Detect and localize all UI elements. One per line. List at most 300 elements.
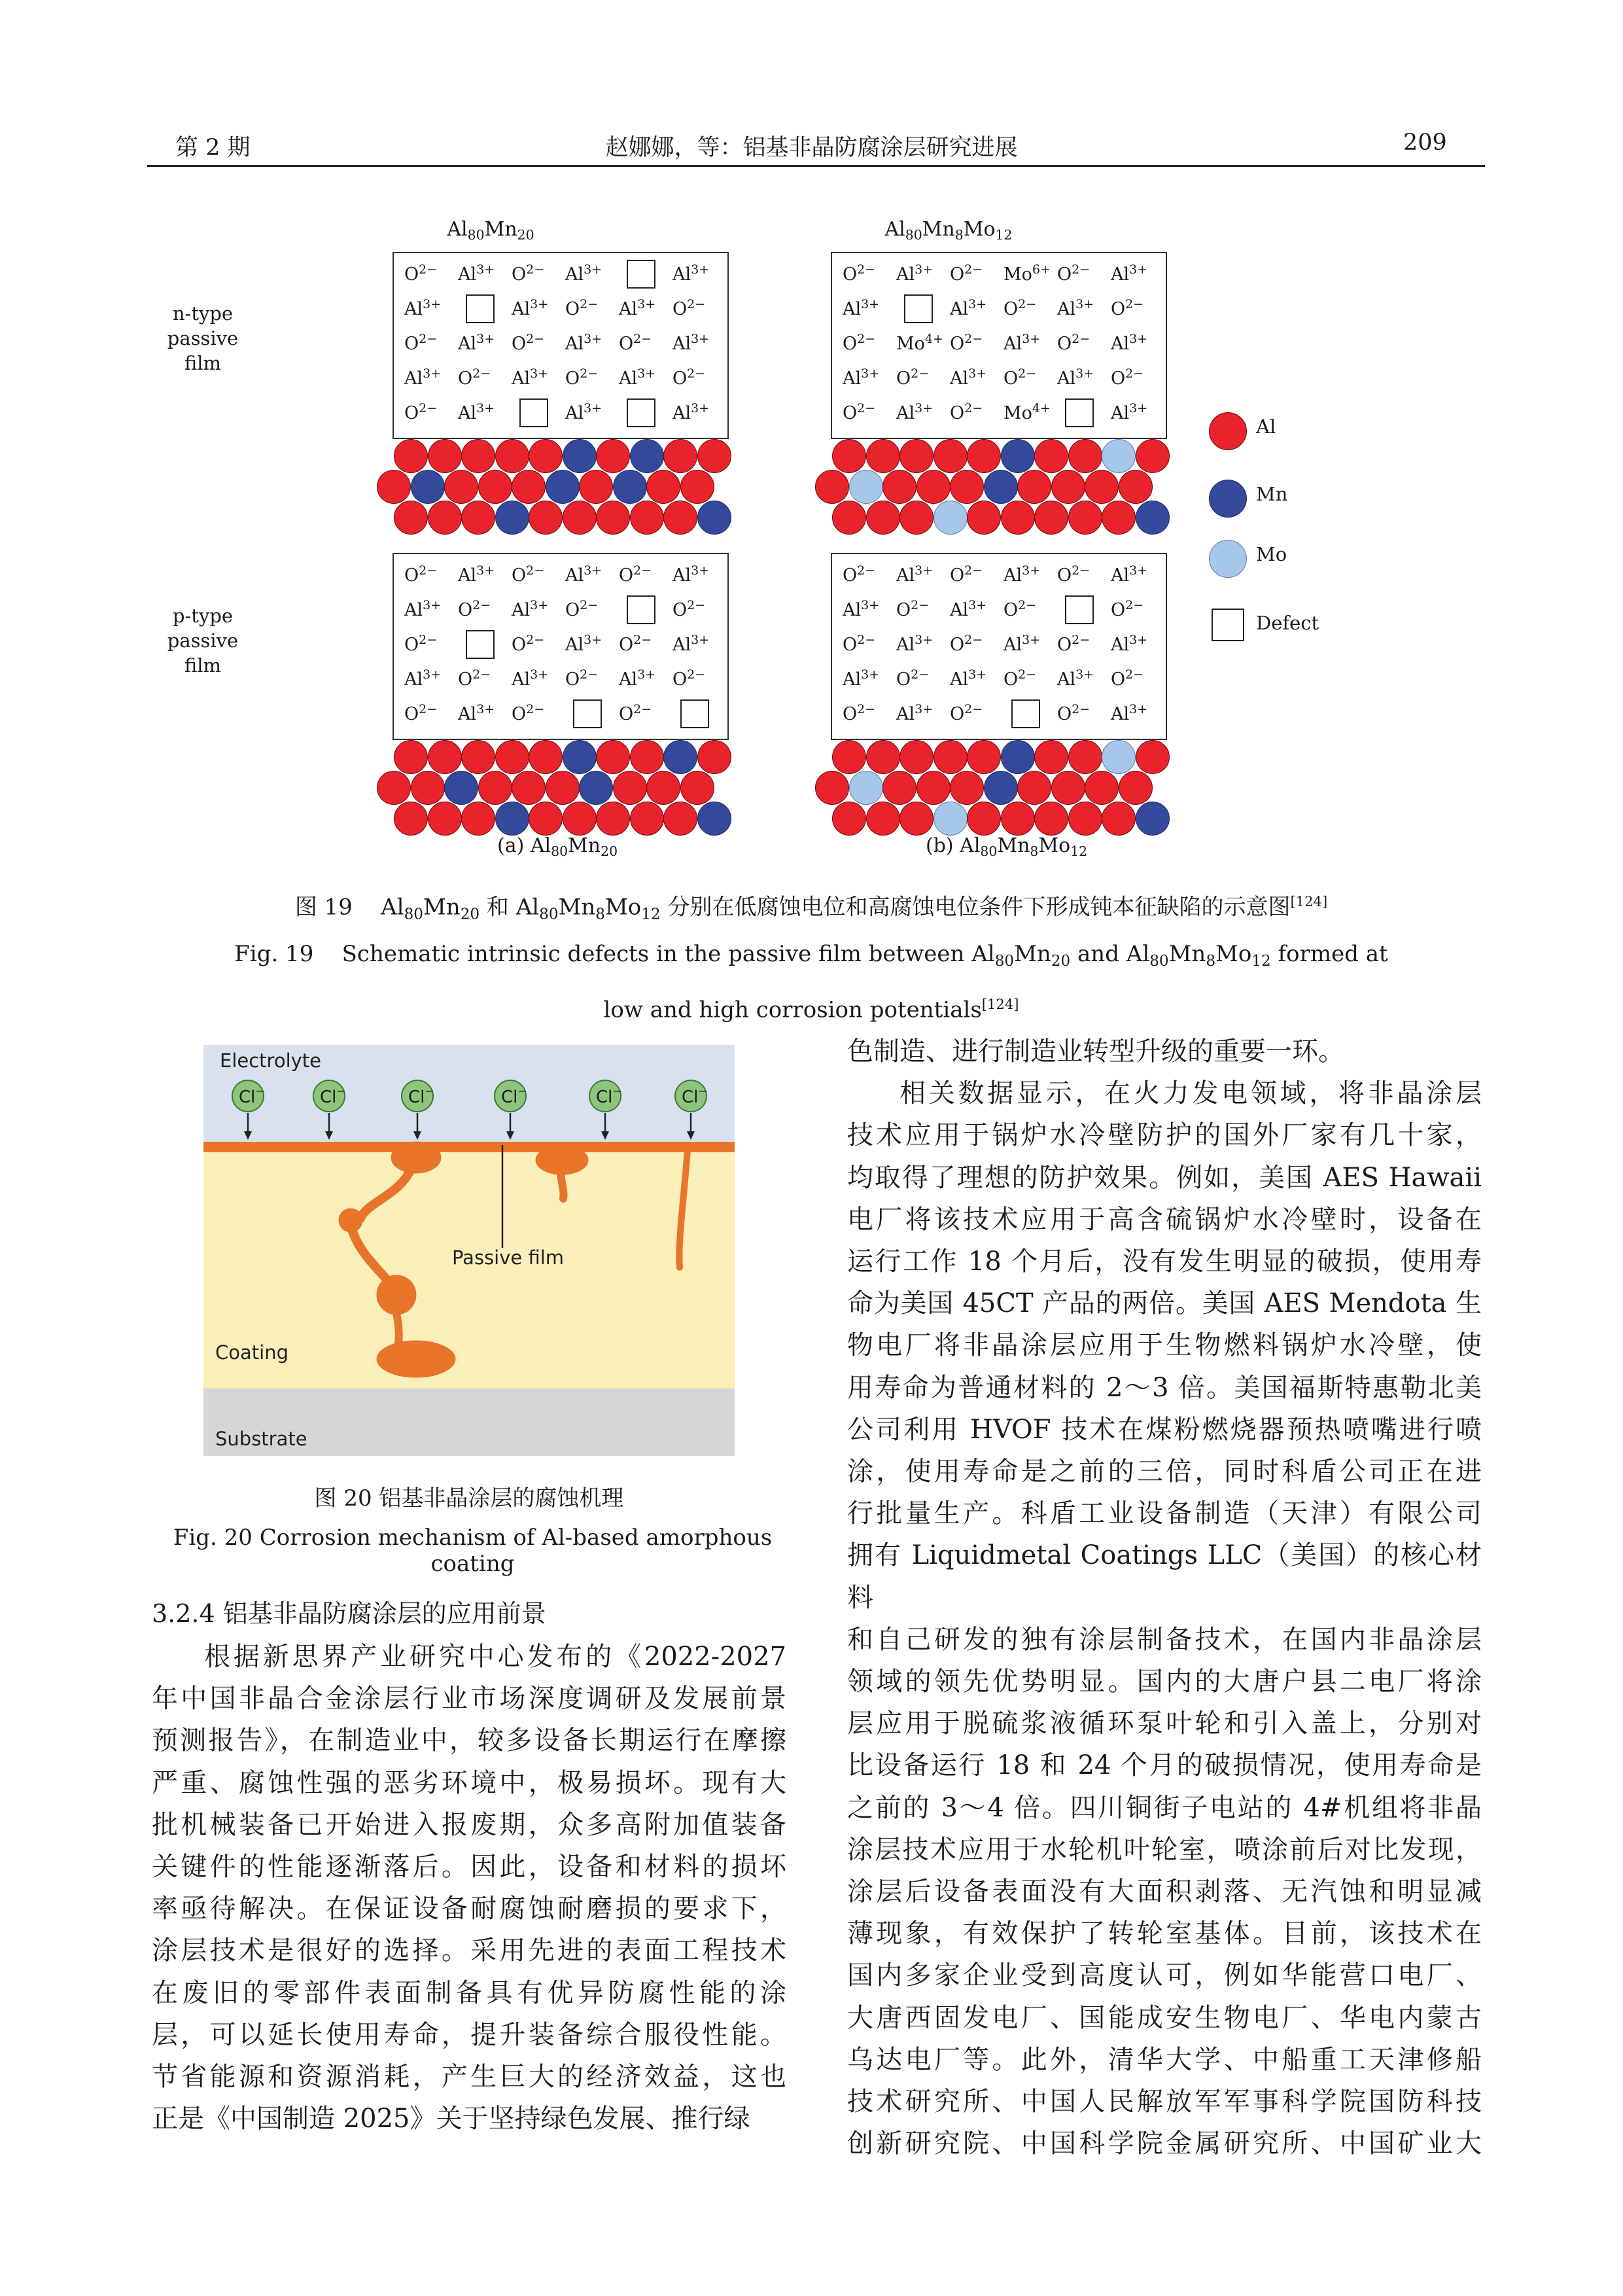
right-paragraph [847, 1031, 1482, 2164]
substrate-atom-al [512, 771, 546, 805]
panel-a-title: $Al_{80}Mn_{20}$ [447, 218, 534, 243]
ion-label: $O^{2-}$ [1057, 332, 1091, 354]
text-line: 均取得了理想的防护效果。例如，美国 AES Hawaii [847, 1162, 1482, 1193]
substrate-atom-al [529, 439, 563, 473]
ion-label: $Al^{3+}$ [458, 702, 495, 724]
text-line: 涂，使用寿命是之前的三倍，同时科盾公司正在进 [847, 1457, 1482, 1487]
ion-label: $Al^{3+}$ [512, 667, 549, 690]
text-line: 批机械装备已开始进入报废期，众多高附加值装备 [152, 1809, 786, 1840]
ion-label: $Al^{3+}$ [404, 667, 442, 690]
substrate-atom-al [1034, 740, 1068, 774]
legend-mn-label: Mn [1256, 483, 1288, 505]
ion-label: $O^{2-}$ [512, 702, 545, 724]
defect-marker [519, 398, 548, 427]
ion-label: $Al^{3+}$ [1003, 563, 1041, 586]
substrate-atom-al [967, 802, 1001, 836]
ion-label: $Al^{3+}$ [619, 667, 656, 690]
text-line: 用寿命为普通材料的 2～3 倍。美国福斯特惠勒北美 [847, 1372, 1482, 1403]
text-line: 国内多家企业受到高度认可，例如华能营口电厂、 [847, 1960, 1482, 1991]
ion-label: $O^{2-}$ [619, 563, 652, 586]
ion-label: $O^{2-}$ [565, 366, 599, 389]
substrate-atom-al [646, 771, 680, 805]
svg-text:Cl−: Cl− [408, 1085, 434, 1107]
substrate-atom-mo [849, 470, 883, 504]
substrate-atom-al [832, 501, 866, 535]
ion-label: $Al^{3+}$ [1111, 332, 1148, 354]
substrate-atom-al [529, 740, 563, 774]
ion-label: $Al^{3+}$ [1057, 667, 1094, 690]
substrate-atom-al [866, 740, 900, 774]
left-column-text [152, 1636, 786, 2140]
text-line: 拥有 Liquidmetal Coatings LLC（美国）的核心材料 [847, 1540, 1482, 1613]
ion-label: $O^{2-}$ [1057, 702, 1091, 724]
passive-film-label: Passive film [452, 1246, 565, 1269]
ion-label: $Al^{3+}$ [512, 366, 549, 389]
substrate-atom-al [579, 470, 613, 504]
text-line: 运行工作 18 个月后，没有发生明显的破损，使用寿 [847, 1246, 1482, 1277]
substrate-atom-al [461, 802, 495, 836]
page-number: 209 [1403, 130, 1447, 156]
ion-label: $O^{2-}$ [950, 702, 983, 724]
substrate-atom-al [1034, 501, 1068, 535]
ion-label: $Al^{3+}$ [1057, 366, 1094, 389]
ion-label: $O^{2-}$ [950, 401, 983, 423]
figure-19 [150, 206, 1393, 860]
substrate-atom-al [596, 740, 630, 774]
ion-label: $O^{2-}$ [565, 598, 599, 620]
fig20-caption-en: Fig. 20 Corrosion mechanism of Al-based amorphous coating [173, 1525, 773, 1577]
substrate-atom-mn [495, 501, 529, 535]
ion-label: $Al^{3+}$ [404, 366, 442, 389]
ion-label: $Al^{3+}$ [404, 297, 442, 319]
ion-label: $O^{2-}$ [458, 366, 491, 389]
text-line: 在废旧的零部件表面制备具有优异防腐性能的涂 [152, 1977, 786, 2008]
substrate-atom-al [529, 501, 563, 535]
passive-film-layer [203, 1142, 735, 1152]
ion-label: $O^{2-}$ [896, 366, 930, 389]
substrate-atom-al [394, 501, 428, 535]
ion-label: $Al^{3+}$ [843, 366, 880, 389]
ion-label: $Al^{3+}$ [1057, 297, 1094, 319]
substrate-atom-al [899, 802, 934, 836]
substrate-atom-al [1034, 439, 1068, 473]
substrate-atom-al [1068, 802, 1102, 836]
substrate-atom-al [950, 470, 984, 504]
ion-label: $Al^{3+}$ [896, 563, 934, 586]
ion-label: $O^{2-}$ [619, 702, 652, 724]
substrate-atom-mn [579, 771, 613, 805]
substrate-atom-al [461, 501, 495, 535]
ion-label: $O^{2-}$ [672, 667, 706, 690]
ion-label: $O^{2-}$ [565, 667, 599, 690]
text-line: 关键件的性能逐渐落后。因此，设备和材料的损坏 [152, 1852, 786, 1882]
ion-label: $Al^{3+}$ [1111, 401, 1148, 423]
text-line: 之前的 3～4 倍。四川铜街子电站的 4#机组将非晶 [847, 1792, 1482, 1823]
ion-label: $Al^{3+}$ [896, 401, 934, 423]
defect-marker [1011, 699, 1040, 728]
ion-label: $Al^{3+}$ [950, 667, 987, 690]
ion-label: $O^{2-}$ [843, 262, 876, 285]
ion-label: $Al^{3+}$ [458, 563, 495, 586]
ion-label: $O^{2-}$ [619, 633, 652, 655]
text-line: 技术应用于锅炉水冷壁防护的国外厂家有几十家， [847, 1120, 1482, 1151]
substrate-atom-al [899, 439, 934, 473]
legend-al-label: Al [1256, 415, 1276, 438]
ion-label: $O^{2-}$ [404, 332, 438, 354]
ion-label: $O^{2-}$ [843, 401, 876, 423]
defect-marker [627, 260, 655, 289]
ion-label: $O^{2-}$ [1003, 598, 1037, 620]
defect-marker [573, 699, 602, 728]
ion-label: $Al^{3+}$ [458, 262, 495, 285]
substrate-atom-al [596, 802, 630, 836]
ion-label: $O^{2-}$ [1003, 366, 1037, 389]
substrate-atom-al [680, 470, 714, 504]
fig19-caption-cn: 图 19 $Al_{80}Mn_{20}$ 和 $Al_{80}Mn_8Mo_{12}$ 分别在低腐蚀电位和高腐蚀电位条件下形成钝本征缺陷的示意图[124] [294, 893, 1328, 923]
fig20-caption-cn: 图 20 铝基非晶涂层的腐蚀机理 [314, 1485, 624, 1511]
substrate-atom-al [394, 802, 428, 836]
substrate-atom-al [596, 439, 630, 473]
substrate-atom-al [1051, 771, 1085, 805]
ion-label: $O^{2-}$ [404, 262, 438, 285]
substrate-atom-mn [411, 470, 445, 504]
text-line: 涂层技术应用于水轮机叶轮室，喷涂前后对比发现， [847, 1834, 1482, 1865]
ion-label: $Al^{3+}$ [565, 563, 602, 586]
text-line: 正是《中国制造 2025》关于坚持绿色发展、推行绿 [152, 2104, 750, 2134]
substrate-atom-mn [984, 470, 1018, 504]
substrate-atom-al [1068, 439, 1102, 473]
substrate-atom-al [394, 740, 428, 774]
substrate-atom-al [1085, 771, 1119, 805]
ion-label: $O^{2-}$ [512, 332, 545, 354]
text-line: 公司利用 HVOF 技术在煤粉燃烧器预热喷嘴进行喷 [847, 1414, 1482, 1445]
substrate-atom-al [899, 740, 934, 774]
ion-label: $O^{2-}$ [1003, 667, 1037, 690]
text-line: 节省能源和资源消耗，产生巨大的经济效益，这也 [152, 2062, 786, 2093]
text-line: 预测报告》，在制造业中，较多设备长期运行在摩擦 [152, 1725, 786, 1756]
text-line: 层应用于脱硫浆液循环泵叶轮和引入盖上，分别对 [847, 1708, 1482, 1739]
defect-marker [466, 294, 495, 323]
substrate-atom-mn [1136, 501, 1170, 535]
substrate-atom-al [613, 771, 647, 805]
n-type-label: n-type passive film [167, 302, 239, 374]
text-line: 行批量生产。科盾工业设备制造（天津）有限公司 [847, 1498, 1482, 1529]
substrate-atom-al [967, 740, 1001, 774]
substrate-atom-mn [697, 501, 731, 535]
defect-marker [1065, 595, 1094, 624]
ion-label: $O^{2-}$ [950, 332, 983, 354]
subfig-b-label: (b) $Al_{80}Mn_8Mo_{12}$ [926, 834, 1088, 860]
substrate-atom-al [563, 802, 597, 836]
subfig-a-label: (a) $Al_{80}Mn_{20}$ [497, 834, 618, 860]
ion-label: $O^{2-}$ [1057, 262, 1091, 285]
substrate-atom-al [967, 501, 1001, 535]
ion-label: $O^{2-}$ [404, 563, 438, 586]
substrate-atom-al [1136, 740, 1170, 774]
substrate-atom-mo [1102, 740, 1136, 774]
substrate-atom-al [899, 501, 934, 535]
substrate-atom-mn [697, 802, 731, 836]
substrate-atom-mn [1001, 439, 1035, 473]
substrate-atom-al [1136, 439, 1170, 473]
svg-text:Cl−: Cl− [239, 1085, 265, 1107]
ion-label: $O^{2-}$ [1111, 598, 1144, 620]
ion-label: $Al^{3+}$ [1111, 702, 1148, 724]
text-line: 电厂将该技术应用于高含硫锅炉水冷壁时，设备在 [847, 1204, 1482, 1235]
svg-text:Cl−: Cl− [320, 1085, 346, 1107]
substrate-atom-al [529, 802, 563, 836]
substrate-atom-al [832, 802, 866, 836]
substrate-atom-al [563, 501, 597, 535]
substrate-atom-al [815, 470, 849, 504]
substrate-atom-al [697, 740, 731, 774]
text-line: 率亟待解决。在保证设备耐腐蚀耐磨损的要求下， [152, 1894, 786, 1924]
defect-marker [466, 630, 495, 659]
substrate-atom-al [1068, 501, 1102, 535]
defect-marker [627, 595, 655, 624]
substrate-atom-al [815, 771, 849, 805]
substrate-atom-mn [563, 439, 597, 473]
text-line: 乌达电厂等。此外，清华大学、中船重工天津修船 [847, 2044, 1482, 2075]
substrate-atom-al [630, 501, 664, 535]
ion-label: $O^{2-}$ [458, 667, 491, 690]
substrate-atom-mn [563, 740, 597, 774]
substrate-atom-al [428, 501, 462, 535]
substrate-atom-al [461, 439, 495, 473]
ion-label: $O^{2-}$ [565, 297, 599, 319]
text-line: 比设备运行 18 和 24 个月的破损情况，使用寿命是 [847, 1750, 1482, 1781]
substrate-atom-al [1119, 771, 1153, 805]
substrate-atom-mo [849, 771, 883, 805]
ion-label: $Al^{3+}$ [672, 633, 710, 655]
substrate-atom-al [832, 439, 866, 473]
substrate-atom-al [546, 771, 580, 805]
coating-label: Coating [215, 1341, 288, 1364]
substrate-atom-al [697, 439, 731, 473]
ion-label: $O^{2-}$ [404, 633, 438, 655]
text-line: 严重、腐蚀性强的恶劣环境中，极易损坏。现有大 [152, 1767, 786, 1798]
ion-label: $Al^{3+}$ [950, 598, 987, 620]
substrate-atom-al [882, 771, 916, 805]
text-line: 年中国非晶合金涂层行业市场深度调研及发展前景 [152, 1684, 786, 1714]
ion-label: $Al^{3+}$ [565, 332, 602, 354]
substrate-atom-al [866, 439, 900, 473]
legend-al-swatch [1209, 412, 1247, 450]
text-line: 涂层技术是很好的选择。采用先进的表面工程技术 [152, 1935, 786, 1966]
substrate-atom-al [495, 740, 529, 774]
substrate-atom-al [646, 470, 680, 504]
legend-defect-swatch [1212, 609, 1244, 641]
fig19-caption-en: Fig. 19 Schematic intrinsic defects in the passive film between $Al_{80}Mn_{20}$ and $Al_{80}Mn_8Mo_{12}$ formed at low and high corrosion potentials[124] [234, 941, 1388, 1023]
electrolyte-label: Electrolyte [220, 1050, 321, 1072]
defect-marker [680, 699, 709, 728]
substrate-atom-al [478, 771, 512, 805]
ion-label: $Al^{3+}$ [565, 633, 602, 655]
substrate-atom-al [411, 771, 445, 805]
substrate-atom-al [1051, 470, 1085, 504]
ion-label: $Al^{3+}$ [843, 667, 880, 690]
substrate-atom-al [478, 470, 512, 504]
substrate-atom-mo [934, 802, 968, 836]
ion-label: $O^{2-}$ [672, 366, 706, 389]
text-line: 色制造、进行制造业转型升级的重要一环。 [847, 1036, 1344, 1067]
ion-label: $Al^{3+}$ [896, 702, 934, 724]
substrate-atom-al [1102, 501, 1136, 535]
ion-label: $O^{2-}$ [1057, 563, 1091, 586]
text-line: 薄现象，有效保护了转轮室基体。目前，该技术在 [847, 1918, 1482, 1949]
substrate-atom-mn [1001, 740, 1035, 774]
substrate-atom-al [663, 439, 697, 473]
ion-label: $Al^{3+}$ [672, 401, 710, 423]
substrate-atom-al [1085, 470, 1119, 504]
substrate-atom-mn [546, 470, 580, 504]
ion-label: $O^{2-}$ [950, 262, 983, 285]
svg-text:Cl−: Cl− [682, 1085, 708, 1107]
substrate-atom-al [1068, 740, 1102, 774]
text-line: 命为美国 45CT 产品的两倍。美国 AES Mendota 生 [847, 1288, 1482, 1319]
ion-label: $Al^{3+}$ [1111, 262, 1148, 285]
substrate-atom-al [1017, 470, 1051, 504]
corrosion-diagram [203, 1045, 735, 1456]
text-line: 领域的领先优势明显。国内的大唐户县二电厂将涂 [847, 1667, 1482, 1697]
ion-label: $Al^{3+}$ [950, 297, 987, 319]
substrate-atom-mn [663, 740, 697, 774]
defect-marker [1065, 398, 1094, 427]
substrate-atom-al [866, 802, 900, 836]
ion-label: $O^{2-}$ [1111, 366, 1144, 389]
ion-label: $O^{2-}$ [843, 702, 876, 724]
ion-label: $Al^{3+}$ [843, 598, 880, 620]
substrate-atom-al [512, 470, 546, 504]
substrate-atom-mn [1136, 802, 1170, 836]
ion-label: $Al^{3+}$ [512, 297, 549, 319]
substrate-atom-al [461, 740, 495, 774]
substrate-atom-al [934, 740, 968, 774]
substrate-atom-al [663, 802, 697, 836]
text-line: 相关数据显示，在火力发电领域，将非晶涂层 [899, 1078, 1482, 1109]
ion-label: $Mo^{4+}$ [1003, 401, 1051, 423]
substrate-atom-al [394, 439, 428, 473]
text-line: 根据新思界产业研究中心发布的《2022-2027 [204, 1642, 786, 1672]
running-title: 赵娜娜，等：铝基非晶防腐涂层研究进展 [605, 135, 1018, 161]
ion-label: $Al^{3+}$ [458, 401, 495, 423]
ion-label: $Mo^{4+}$ [896, 332, 943, 354]
ion-label: $O^{2-}$ [896, 667, 930, 690]
header-rule [147, 165, 1485, 167]
substrate-atom-al [1001, 802, 1035, 836]
text-line: 涂层后设备表面没有大面积剥落、无汽蚀和明显减 [847, 1877, 1482, 1907]
substrate-atom-al [866, 501, 900, 535]
ion-label: $Al^{3+}$ [672, 563, 710, 586]
text-line: 和自己研发的独有涂层制备技术，在国内非晶涂层 [847, 1624, 1482, 1655]
substrate-atom-al [663, 501, 697, 535]
ion-label: $Al^{3+}$ [950, 366, 987, 389]
ion-label: $O^{2-}$ [672, 297, 706, 319]
ion-label: $O^{2-}$ [1003, 297, 1037, 319]
substrate-atom-al [1001, 501, 1035, 535]
text-line: 大唐西固发电厂、国能成安生物电厂、华电内蒙古 [847, 2002, 1482, 2033]
legend-mo-swatch [1209, 540, 1247, 578]
ion-label: $Al^{3+}$ [896, 262, 934, 285]
substrate-atom-al [916, 771, 951, 805]
ion-label: $O^{2-}$ [512, 563, 545, 586]
substrate-atom-mo [934, 501, 968, 535]
text-line: 创新研究院、中国科学院金属研究所、中国矿业大 [847, 2128, 1482, 2159]
ion-label: $Mo^{6+}$ [1003, 262, 1051, 285]
substrate-atom-mn [495, 802, 529, 836]
ion-label: $O^{2-}$ [896, 598, 930, 620]
ion-label: $O^{2-}$ [950, 563, 983, 586]
ion-label: $O^{2-}$ [843, 563, 876, 586]
substrate-atom-al [680, 771, 714, 805]
ion-label: $Al^{3+}$ [565, 401, 602, 423]
substrate-atom-al [377, 470, 411, 504]
ion-label: $Al^{3+}$ [404, 598, 442, 620]
ion-label: $O^{2-}$ [1057, 633, 1091, 655]
defect-marker [904, 294, 933, 323]
left-paragraph [152, 1636, 786, 2140]
figure-20 [203, 1045, 735, 1456]
substrate-atom-al [428, 439, 462, 473]
ion-label: $Al^{3+}$ [1003, 332, 1041, 354]
ion-label: $Al^{3+}$ [1111, 633, 1148, 655]
substrate-atom-al [1017, 771, 1051, 805]
substrate-atom-al [444, 470, 478, 504]
substrate-atom-al [495, 439, 529, 473]
ion-label: $O^{2-}$ [950, 633, 983, 655]
ion-label: $O^{2-}$ [458, 598, 491, 620]
defect-marker [627, 398, 655, 427]
panel-b-title: $Al_{80}Mn_8Mo_{12}$ [884, 218, 1013, 243]
ion-label: $O^{2-}$ [672, 598, 706, 620]
ion-label: $Al^{3+}$ [843, 297, 880, 319]
substrate-atom-al [630, 802, 664, 836]
substrate-atom-al [377, 771, 411, 805]
ion-label: $Al^{3+}$ [619, 366, 656, 389]
substrate-atom-al [1119, 470, 1153, 504]
ion-label: $Al^{3+}$ [896, 633, 934, 655]
substrate-atom-al [428, 802, 462, 836]
substrate-atom-mn [630, 439, 664, 473]
substrate-atom-mn [613, 470, 647, 504]
ion-label: $O^{2-}$ [843, 633, 876, 655]
ion-label: $O^{2-}$ [843, 332, 876, 354]
right-column-text [847, 1031, 1482, 2164]
substrate-atom-al [967, 439, 1001, 473]
ion-label: $Al^{3+}$ [458, 332, 495, 354]
substrate-atom-al [882, 470, 916, 504]
ion-label: $Al^{3+}$ [1111, 563, 1148, 586]
ion-label: $O^{2-}$ [404, 702, 438, 724]
ion-label: $O^{2-}$ [1111, 297, 1144, 319]
legend-mn-swatch [1209, 480, 1247, 518]
ion-label: $Al^{3+}$ [512, 598, 549, 620]
substrate-label: Substrate [215, 1428, 307, 1450]
substrate-atom-al [1102, 802, 1136, 836]
ion-label: $O^{2-}$ [404, 401, 438, 423]
text-line: 物电厂将非晶涂层应用于生物燃料锅炉水冷壁，使 [847, 1330, 1482, 1361]
ion-label: $O^{2-}$ [1111, 667, 1144, 690]
substrate-atom-al [596, 501, 630, 535]
legend-defect-label: Defect [1256, 612, 1319, 634]
section-heading: 3.2.4 铝基非晶防腐涂层的应用前景 [152, 1599, 546, 1628]
ion-label: $Al^{3+}$ [619, 297, 656, 319]
substrate-atom-mn [984, 771, 1018, 805]
substrate-atom-al [934, 439, 968, 473]
issue-number: 第 2 期 [175, 135, 251, 161]
substrate-atom-al [950, 771, 984, 805]
text-line: 层，可以延长使用寿命，提升装备综合服役性能。 [152, 2019, 786, 2050]
